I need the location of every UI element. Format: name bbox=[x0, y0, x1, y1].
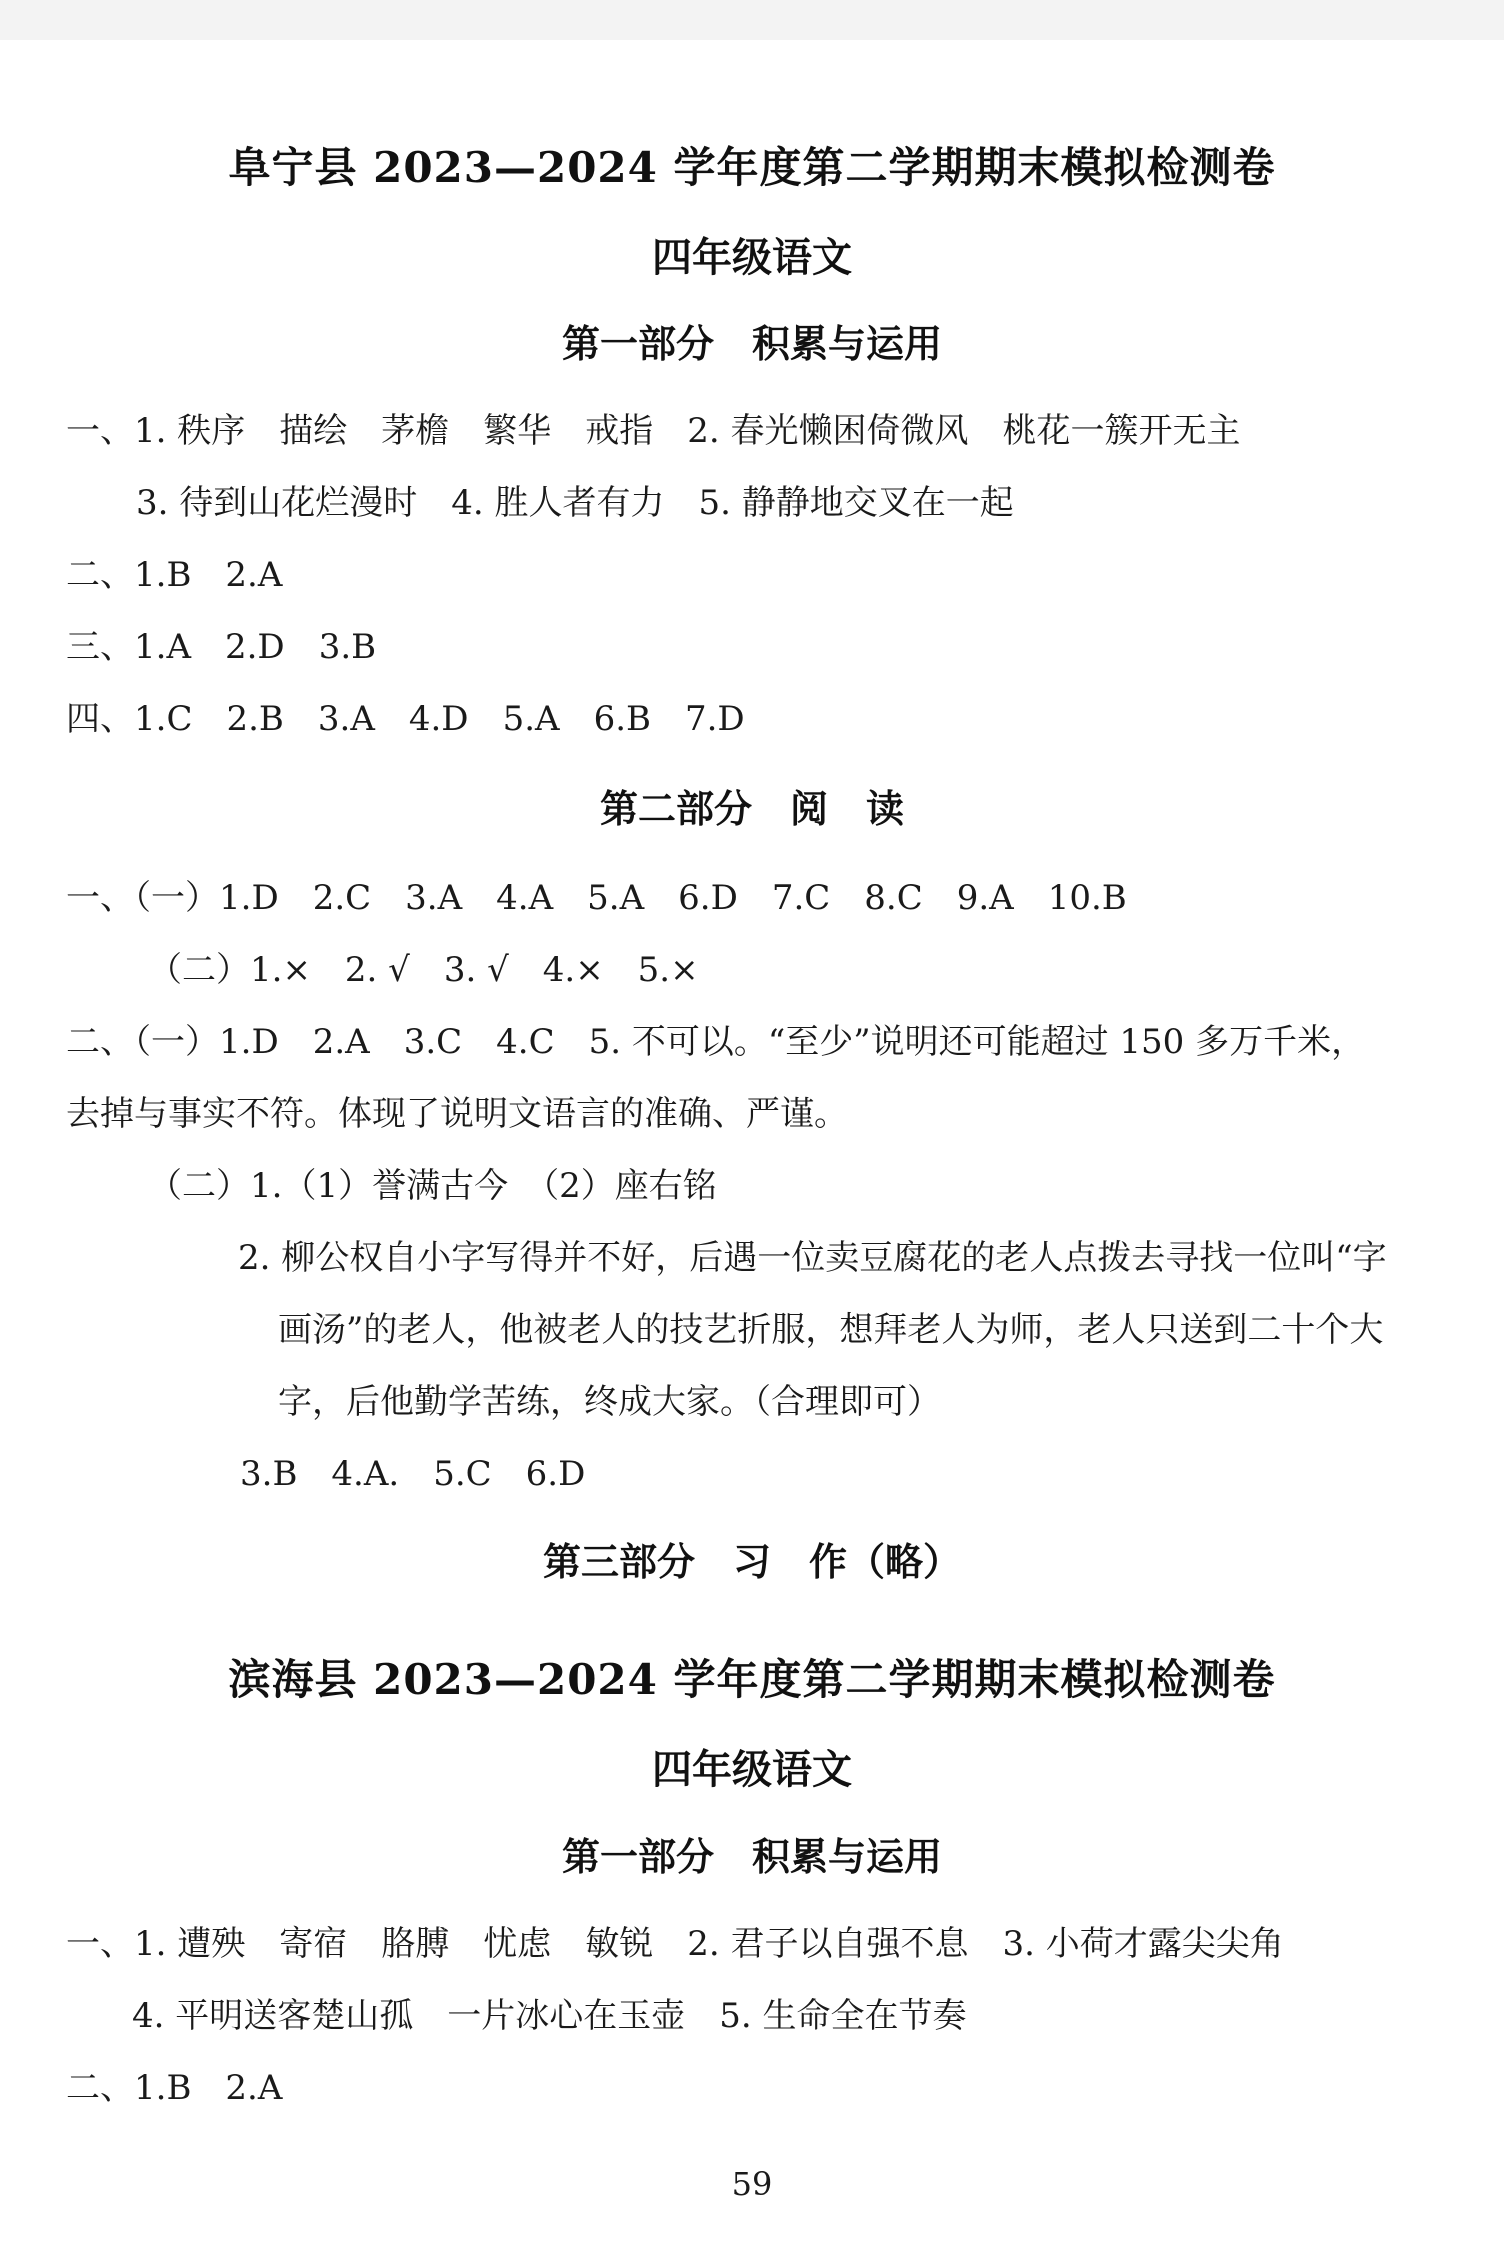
answer-line: 四、1.C 2.B 3.A 4.D 5.A 6.B 7.D bbox=[66, 699, 745, 739]
page-number: 59 bbox=[731, 2165, 773, 2203]
section-a-part2-heading: 第二部分 阅 读 bbox=[599, 786, 904, 831]
answer-line: 二、1.B 2.A bbox=[66, 555, 283, 595]
answer-line: 三、1.A 2.D 3.B bbox=[66, 627, 377, 667]
answer-line: 去掉与事实不符。体现了说明文语言的准确、严谨。 bbox=[66, 1094, 848, 1134]
answer-line: 3.B 4.A. 5.C 6.D bbox=[240, 1454, 586, 1494]
answer-line: 字，后他勤学苦练，终成大家。（合理即可） bbox=[278, 1382, 941, 1422]
section-a-part1-heading: 第一部分 积累与运用 bbox=[561, 321, 942, 366]
answer-line: （二）1.（1）誉满古今 （2）座右铭 bbox=[148, 1166, 717, 1206]
answer-line: 一、1. 遭殃 寄宿 胳膊 忧虑 敏锐 2. 君子以自强不息 3. 小荷才露尖尖角 bbox=[66, 1924, 1284, 1964]
top-shadow bbox=[0, 0, 1504, 40]
answer-line: 2. 柳公权自小字写得并不好，后遇一位卖豆腐花的老人点拨去寻找一位叫“字 bbox=[238, 1238, 1387, 1278]
answer-line: 一、1. 秩序 描绘 茅檐 繁华 戒指 2. 春光懒困倚微风 桃花一簇开无主 bbox=[66, 411, 1241, 451]
answer-line: 4. 平明送客楚山孤 一片冰心在玉壶 5. 生命全在节奏 bbox=[132, 1996, 967, 2036]
answer-line: 画汤”的老人，他被老人的技艺折服，想拜老人为师，老人只送到二十个大 bbox=[278, 1310, 1384, 1350]
answer-line: 一、（一）1.D 2.C 3.A 4.A 5.A 6.D 7.C 8.C 9.A 10.B bbox=[66, 878, 1127, 918]
section-a-grade: 四年级语文 bbox=[652, 234, 852, 281]
answer-line: 二、1.B 2.A bbox=[66, 2068, 283, 2108]
section-b-grade: 四年级语文 bbox=[652, 1746, 852, 1793]
section-b-title: 滨海县 2023—2024 学年度第二学期期末模拟检测卷 bbox=[228, 1655, 1276, 1704]
answer-line: 二、（一）1.D 2.A 3.C 4.C 5. 不可以。“至少”说明还可能超过 150 多万千米， bbox=[66, 1022, 1366, 1062]
answer-line: 3. 待到山花烂漫时 4. 胜人者有力 5. 静静地交叉在一起 bbox=[136, 483, 1014, 523]
answer-line: （二）1.× 2. √ 3. √ 4.× 5.× bbox=[148, 950, 699, 990]
section-b-part1-heading: 第一部分 积累与运用 bbox=[561, 1834, 942, 1879]
section-a-part3-heading: 第三部分 习 作（略） bbox=[542, 1539, 961, 1584]
section-a-title: 阜宁县 2023—2024 学年度第二学期期末模拟检测卷 bbox=[228, 143, 1276, 192]
